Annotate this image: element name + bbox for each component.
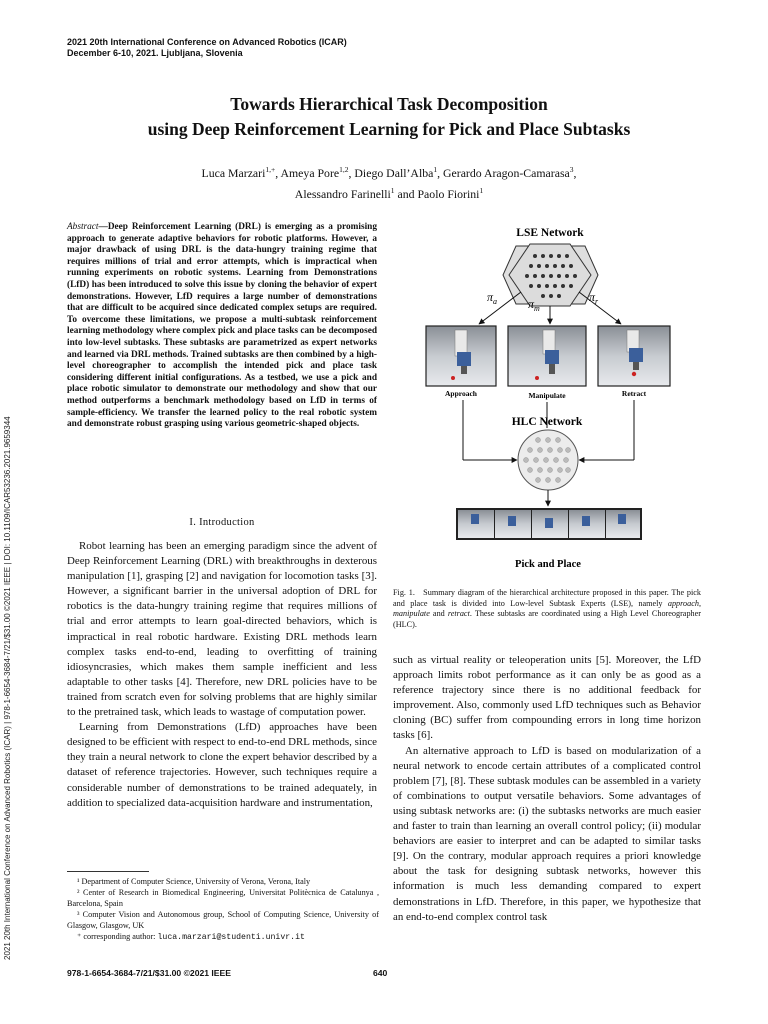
footnote-2: ² Center of Research in Biomedical Engineering, Universitat Politècnica de Catalunya , Barcelona, Spain <box>67 888 379 908</box>
title-line-2: using Deep Reinforcement Learning for Pick and Place Subtasks <box>147 119 631 139</box>
author-name: Paolo Fiorini <box>417 186 480 201</box>
paragraph: An alternative approach to LfD is based on modularization of a neural network to encode certain attributes of a complicated control problem [7], [8]. These subtask modules can be assembled in a variety of combinations to output versatile behaviors. Some advantages of using subtask networks are: (i) the subtasks networks are much easier and faster to train than learning an overall control policy; (ii) modular behaviors are easier to interpret and can be adapted to similar tasks [9]. On the contrary, modular approach requires a priori knowledge about the task for designing subtask networks, however this information is much less demanding compared to expert demonstrations in LfD. Therefore, in this paper, we hypothesize that an end-to-end complex control task <box>393 744 701 923</box>
conference-line-2: December 6-10, 2021. Ljubljana, Slovenia <box>67 48 243 58</box>
manipulate-scene-image <box>508 326 586 386</box>
pick-place-sequence-image <box>456 508 642 540</box>
caption-sep: , <box>698 598 701 608</box>
abstract-label: Abstract <box>67 222 99 232</box>
paragraph: Robot learning has been an emerging paradigm since the advent of Deep Reinforcement Learning (DRL) with breakthroughs in dexterous manipulation [1], grasping [2] and navigation for locomotion tasks [3]. However, a significant barrier in the universal adoption of DRL for robotics is the data-hungry training regime that requires millions of trial and error attempts to learn goal-directed behaviors, which is impractical in real robotic hardware. Existing DRL methods learn complex tasks end-to-end, leading to overfitting of training idiosyncrasies, which makes them sample inefficient and less adaptable to other tasks [4]. Therefore, new DRL policies have to be trained from scratch even for solving problems that are highly similar to the pretrained task, which leads to wastage of computation power. <box>67 540 377 719</box>
conference-header <box>67 37 347 59</box>
caption-retract: retract <box>447 609 470 619</box>
conference-line-1: 2021 20th International Conference on Advanced Robotics (ICAR) <box>67 37 347 47</box>
approach-scene-image <box>426 326 496 386</box>
author-and: and <box>397 186 415 201</box>
side-doi-text: 2021 20th International Conference on Advanced Robotics (ICAR) | 978-1-6654-3684-7/21/$31.00 ©2021 IEEE | DOI: 10.1109/ICAR53236.2021.9659344 <box>3 416 12 960</box>
page-number: 640 <box>373 968 388 978</box>
footnote-rule <box>67 871 149 872</box>
author-affiliation: 1 <box>390 185 395 195</box>
footer-isbn: 978-1-6654-3684-7/21/$31.00 ©2021 IEEE <box>67 968 232 978</box>
paragraph: such as virtual reality or teleoperation units [5]. Moreover, the LfD approach limits robot performance as it can only be as good as a reference trajectory since there is no additional feedback for improvement. Also, commonly used LfD techniques such as Behavior cloning (BC) suffer from compounding errors in long time horizon tasks [6]. <box>393 654 701 742</box>
abstract-text: Deep Reinforcement Learning (DRL) is emerging as a promising approach to generate adaptive behaviors for robotic platforms. However, a major drawback of using DRL is the data-hungry training regime that requires millions of trial and error attempts, which is impractical when running experiments on robotic systems. Learning from Demonstrations (LfD) has been introduced to solve this issue by cloning the behavior of expert demonstrations. However, LfD requires a large number of demonstrations that are difficult to be acquired since dedicated complex setups are required. To overcome these limitations, we propose a multi-subtask reinforcement learning methodology where complex pick and place tasks can be decomposed into low-level subtasks. These subtasks are parametrized as expert networks and learned via DRL methods. Trained subtasks are then combined by a high-level choreographer to accomplish the intended pick and place task considering different initial configurations. As a testbed, we use a pick and place robotic simulator to demonstrate our methodology and show that our method outperforms a benchmark methodology based on LfD in terms of sample-efficiency. We transfer the learned policy to the real robotic system and demonstrate robust grasping using various geometric-shaped objects. <box>67 222 377 430</box>
author-line-1: Luca Marzari$^{1,+}$, Ameya Pore$^{1,2}$, Diego Dall’Alba$^1$, Gerardo Aragon-Camarasa$^3$, <box>201 165 577 180</box>
section-heading-introduction: I. Introduction <box>189 517 255 528</box>
pi-m-label: $\pi_m$ <box>528 297 540 313</box>
author-line-2 <box>60 182 718 203</box>
intro-right-column <box>393 653 701 925</box>
author-affiliation: 1 <box>479 185 484 195</box>
abstract <box>67 222 377 431</box>
author-list <box>60 161 718 203</box>
pick-and-place-label: Pick and Place <box>515 559 581 570</box>
author-sep: , <box>437 165 444 180</box>
arrow-retract <box>579 292 621 324</box>
author-affiliation: 1 <box>433 165 438 174</box>
lse-network-label: LSE Network <box>516 227 584 239</box>
arrow-approach <box>479 292 521 324</box>
caption-text: . These subtasks are coordinated using a High Level Choreographer (HLC). <box>393 609 701 629</box>
author-affiliation: 1,+ <box>265 165 276 174</box>
paragraph: Learning from Demonstrations (LfD) approaches have been designed to be efficient with respect to end-to-end DRL methods, since they train a neural network to clone the expert behavior described by a dataset of reference trajectories. However, such techniques require a considerable number of demonstrations to be trained adequately, in addition to specialized data-acquisition hardware and instrumentation, <box>67 721 377 809</box>
abstract-dash: — <box>98 222 108 232</box>
caption-manipulate: manipulate <box>393 609 430 619</box>
author-name: Diego Dall’Alba <box>354 165 434 180</box>
author-name: Gerardo Aragon-Camarasa <box>443 165 570 180</box>
manipulate-label: Manipulate <box>528 391 566 400</box>
approach-label: Approach <box>445 389 477 398</box>
figure-1 <box>393 222 701 577</box>
pi-r-label: $\pi_r$ <box>589 290 599 306</box>
pi-a-label: $\pi_a$ <box>487 290 498 306</box>
caption-text: Summary diagram of the hierarchical architecture proposed in this paper. The pick and place task is divided into Low-level Subtask Experts (LSE), namely <box>393 588 701 608</box>
paper-title <box>60 92 718 142</box>
intro-left-column <box>67 539 377 811</box>
corresponding-email-link[interactable]: luca.marzari@studenti.univr.it <box>157 933 305 942</box>
caption-and: and <box>429 609 448 619</box>
author-sep: , <box>275 165 281 180</box>
retract-label: Retract <box>621 389 647 398</box>
author-sep: , <box>348 165 355 180</box>
caption-approach: approach <box>667 598 699 608</box>
author-affiliation: 3 <box>569 165 574 174</box>
figure-caption <box>393 588 701 630</box>
author-name: Alessandro Farinelli <box>294 186 391 201</box>
footnote-4-prefix: ⁺ corresponding author: <box>77 932 158 941</box>
architecture-diagram <box>393 222 701 577</box>
hlc-network-label: HLC Network <box>511 416 583 428</box>
footnote-3: ³ Computer Vision and Autonomous group, School of Computing Science, University of Glasgow, Glasgow, UK <box>67 910 379 930</box>
author-name: Ameya Pore <box>280 165 340 180</box>
retract-scene-image <box>598 326 670 386</box>
author-name: Luca Marzari <box>201 165 266 180</box>
author-affiliation: 1,2 <box>339 165 349 174</box>
caption-label: Fig. 1. <box>393 588 415 597</box>
title-line-1: Towards Hierarchical Task Decomposition <box>230 94 548 114</box>
footnotes <box>67 876 379 943</box>
footnote-1: ¹ Department of Computer Science, University of Verona, Verona, Italy <box>77 877 311 886</box>
footnote-4 <box>67 931 379 943</box>
